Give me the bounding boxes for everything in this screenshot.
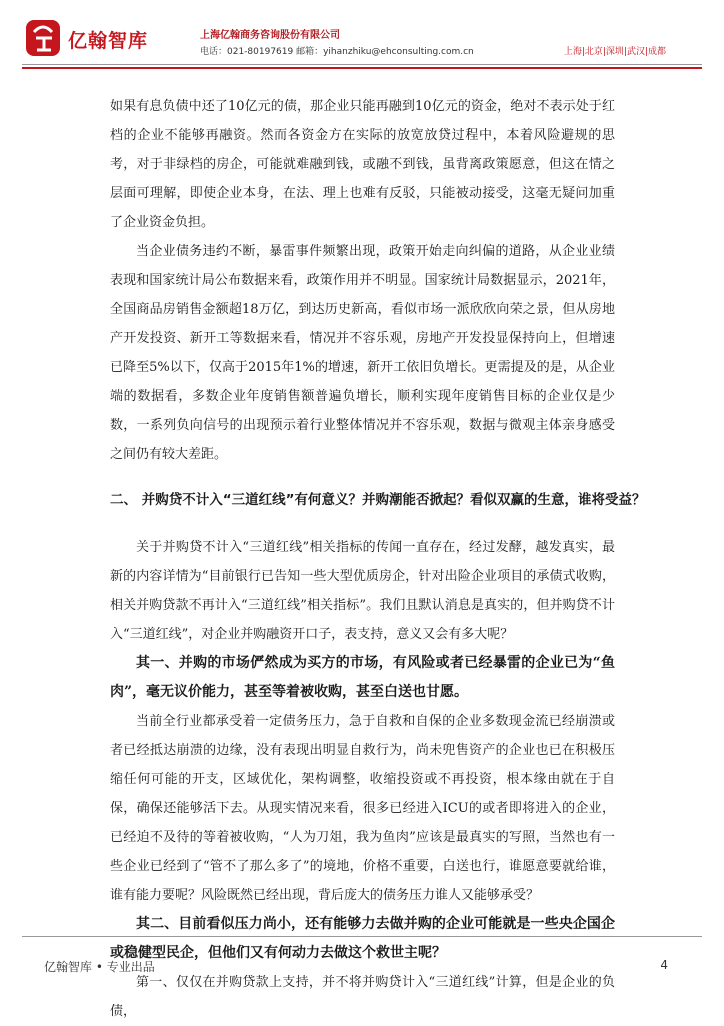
section-heading-2: 二、 并购贷不计入“三道红线”有何意义？并购潮能否掀起？看似双赢的生意，谁将受益？ [110, 492, 646, 508]
page-header [0, 0, 724, 70]
footer-brand: 亿翰智库 • 专业出品 [44, 960, 155, 974]
logo-text: 亿翰智库 [68, 30, 149, 52]
paragraph-7: 第一、仅仅在并购贷款上支持，并不将并购贷计入“三道红线”计算，但是企业的负债， [110, 975, 615, 1019]
document-body [110, 92, 646, 1026]
logo [24, 16, 184, 62]
paragraph-3: 关于并购贷不计入“三道红线”相关指标的传闻一直存在，经过发酵，越发真实，最新的内容详情为“目前银行已告知一些大型优质房企，针对出险企业项目的承债式收购，相关并购贷款不再计入“三道红线”相关指标”。我们且默认消息是真实的，但并购贷不计入“三道红线”，对企业并购融资开口子，表支持，意义又会有多大呢？ [110, 540, 615, 642]
contact-info: 电话：021-80197619 邮箱：yihanzhiku@ehconsulting.com.cn [200, 47, 474, 57]
office-cities: 上海|北京|深圳|武汉|成都 [563, 47, 666, 57]
company-name: 上海亿翰商务咨询股份有限公司 [200, 30, 340, 41]
point-1-heading: 其一、并购的市场俨然成为买方的市场，有风险或者已经暴雷的企业已为“鱼肉”，毫无议价能力，甚至等着被收购，甚至白送也甘愿。 [110, 655, 615, 700]
header-accent-divider [22, 67, 702, 69]
footer-divider [22, 936, 702, 937]
point-2-heading: 其二、目前看似压力尚小，还有能够力去做并购的企业可能就是一些央企国企或稳健型民企，但他们又有何动力去做这个救世主呢？ [110, 916, 615, 961]
paragraph-2: 当企业债务违约不断，暴雷事件频繁出现，政策开始走向纠偏的道路，从企业业绩表现和国家统计局公布数据来看，政策作用并不明显。国家统计局数据显示，2021年，全国商品房销售金额超18万亿，到达历史新高，看似市场一派欣欣向荣之景，但从房地产开发投资、新开工等数据来看，情况并不容乐观，房地产开发投显保持向上，但增速已降至5%以下，仅高于2015年1%的增速，新开工依旧负增长。更需提及的是，从企业端的数据看，多数企业年度销售额普遍负增长，顺利实现年度销售目标的企业仅是少数，一系列负向信号的出现预示着行业整体情况并不容乐观，数据与微观主体亲身感受之间仍有较大差距。 [110, 244, 615, 462]
page-number: 4 [660, 958, 668, 972]
paragraph-1: 如果有息负债中还了10亿元的债，那企业只能再融到10亿元的资金，绝对不表示处于红档的企业不能够再融资。然而各资金方在实际的放宽放贷过程中，本着风险避规的思考，对于非绿档的房企，可能就难融到钱，或融不到钱，虽背离政策愿意，但这在情之层面可理解，即使企业本身，在法、理上也难有反驳，只能被动接受，这毫无疑问加重了企业资金负担。 [110, 99, 615, 230]
paragraph-5: 当前全行业都承受着一定债务压力，急于自救和自保的企业多数现金流已经崩溃或者已经抵达崩溃的边缘，没有表现出明显自救行为，尚未兜售资产的企业也已在积极压缩任何可能的开支，区域优化，架构调整，收缩投资或不再投资，根本缘由就在于自保，确保还能够活下去。从现实情况来看，很多已经进入ICU的或者即将进入的企业，已经迫不及待的等着被收购，“人为刀俎，我为鱼肉”应该是最真实的写照，当然也有一些企业已经到了“管不了那么多了”的境地，价格不重要，白送也行，谁愿意要就给谁，谁有能力要呢？风险既然已经出现，背后庞大的债务压力谁人又能够承受？ [110, 714, 615, 903]
yihan-logo-mark [24, 16, 64, 60]
header-divider [22, 64, 702, 65]
